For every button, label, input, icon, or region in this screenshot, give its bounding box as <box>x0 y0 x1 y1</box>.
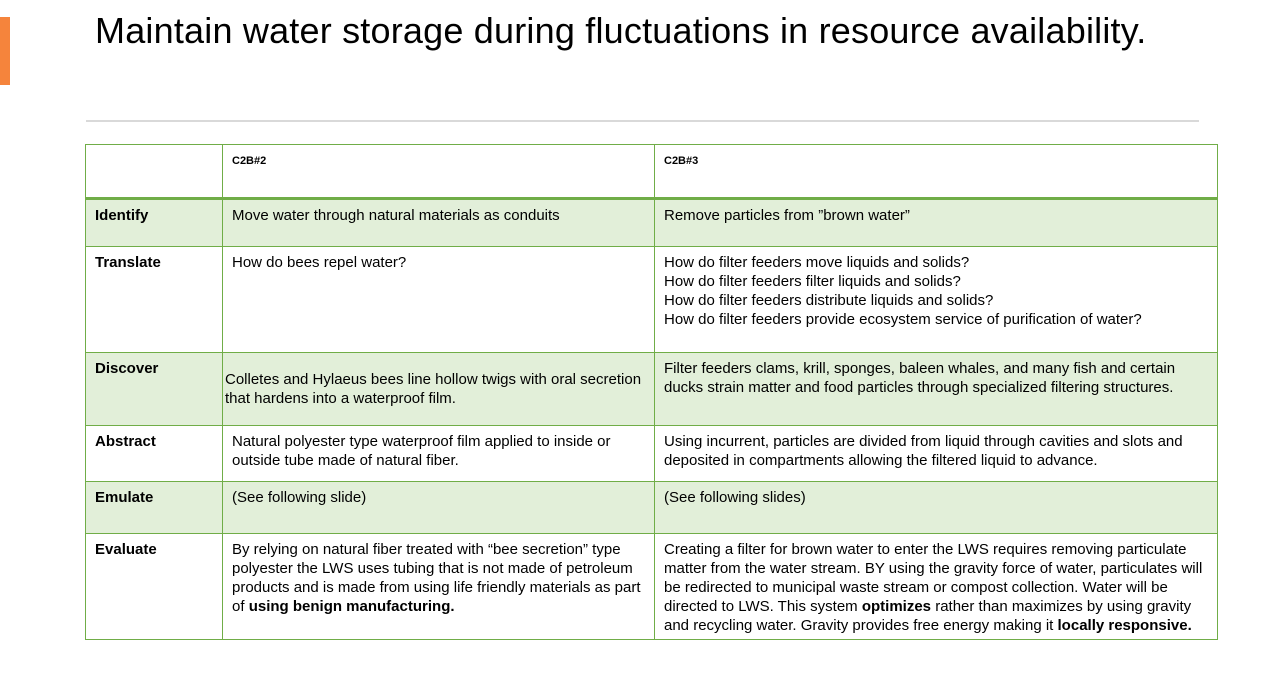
evaluate-c2b2-text: By relying on natural fiber treated with “bee secretion” type polyester the LWS uses tubing that is not made of petroleum products and is made from using life friendly materials as part of <box>232 541 641 615</box>
cell-evaluate-c2b2 <box>223 534 655 640</box>
header-cell-empty <box>86 145 223 199</box>
translate-question: How do filter feeders distribute liquids and solids? <box>664 292 994 309</box>
evaluate-c2b3-text: rather than maximizes by using gravity and recycling water. Gravity provides free energy making it <box>664 598 1192 634</box>
row-label-abstract: Abstract <box>86 426 223 482</box>
cell-abstract-c2b2: Natural polyester type waterproof film applied to inside or outside tube made of natural fiber. <box>223 426 655 482</box>
cell-emulate-c2b3: (See following slides) <box>655 482 1218 534</box>
biomimicry-table <box>85 144 1218 640</box>
row-label-identify: Identify <box>86 199 223 247</box>
cell-identify-c2b3: Remove particles from ”brown water” <box>655 199 1218 247</box>
cell-abstract-c2b3: Using incurrent, particles are divided from liquid through cavities and slots and deposited in compartments allowing the filtered liquid to advance. <box>655 426 1218 482</box>
accent-bar <box>0 17 10 85</box>
row-label-discover: Discover <box>86 353 223 426</box>
slide-title: Maintain water storage during fluctuations in resource availability. <box>95 10 1147 51</box>
cell-discover-c2b3: Filter feeders clams, krill, sponges, baleen whales, and many fish and certain ducks strain matter and food particles through specialized filtering structures. <box>655 353 1218 426</box>
cell-translate-c2b3 <box>655 247 1218 353</box>
header-cell-c2b3: C2B#3 <box>655 145 1218 199</box>
title-divider <box>86 120 1199 122</box>
table-row-abstract <box>86 426 1218 482</box>
cell-emulate-c2b2: (See following slide) <box>223 482 655 534</box>
cell-translate-c2b2: How do bees repel water? <box>223 247 655 353</box>
table-row-evaluate <box>86 534 1218 640</box>
table-row-emulate <box>86 482 1218 534</box>
evaluate-c2b3-bold: optimizes <box>861 598 932 615</box>
translate-question: How do filter feeders provide ecosystem service of purification of water? <box>664 311 1142 328</box>
table-header-row <box>86 145 1218 199</box>
evaluate-c2b2-bold: using benign manufacturing. <box>248 598 455 615</box>
table-row-discover <box>86 353 1218 426</box>
row-label-evaluate: Evaluate <box>86 534 223 640</box>
evaluate-c2b3-text: Creating a filter for brown water to enter the LWS requires removing particulate matter from the water stream. BY using the gravity force of water, particulates will be redirected to municipal waste stream or compost collection. Water will be directed to LWS. This system <box>664 541 1203 615</box>
cell-discover-c2b2 <box>223 353 655 426</box>
evaluate-c2b3-bold: locally responsive. <box>1057 617 1192 634</box>
cell-spacer <box>225 359 645 370</box>
header-cell-c2b2: C2B#2 <box>223 145 655 199</box>
table-row-translate <box>86 247 1218 353</box>
table-row-identify <box>86 199 1218 247</box>
cell-evaluate-c2b3 <box>655 534 1218 640</box>
discover-c2b2-text: Colletes and Hylaeus bees line hollow twigs with oral secretion that hardens into a waterproof film. <box>225 371 642 407</box>
cell-identify-c2b2: Move water through natural materials as conduits <box>223 199 655 247</box>
translate-question: How do filter feeders move liquids and solids? <box>664 254 970 271</box>
row-label-emulate: Emulate <box>86 482 223 534</box>
translate-question: How do filter feeders filter liquids and solids? <box>664 273 961 290</box>
row-label-translate: Translate <box>86 247 223 353</box>
